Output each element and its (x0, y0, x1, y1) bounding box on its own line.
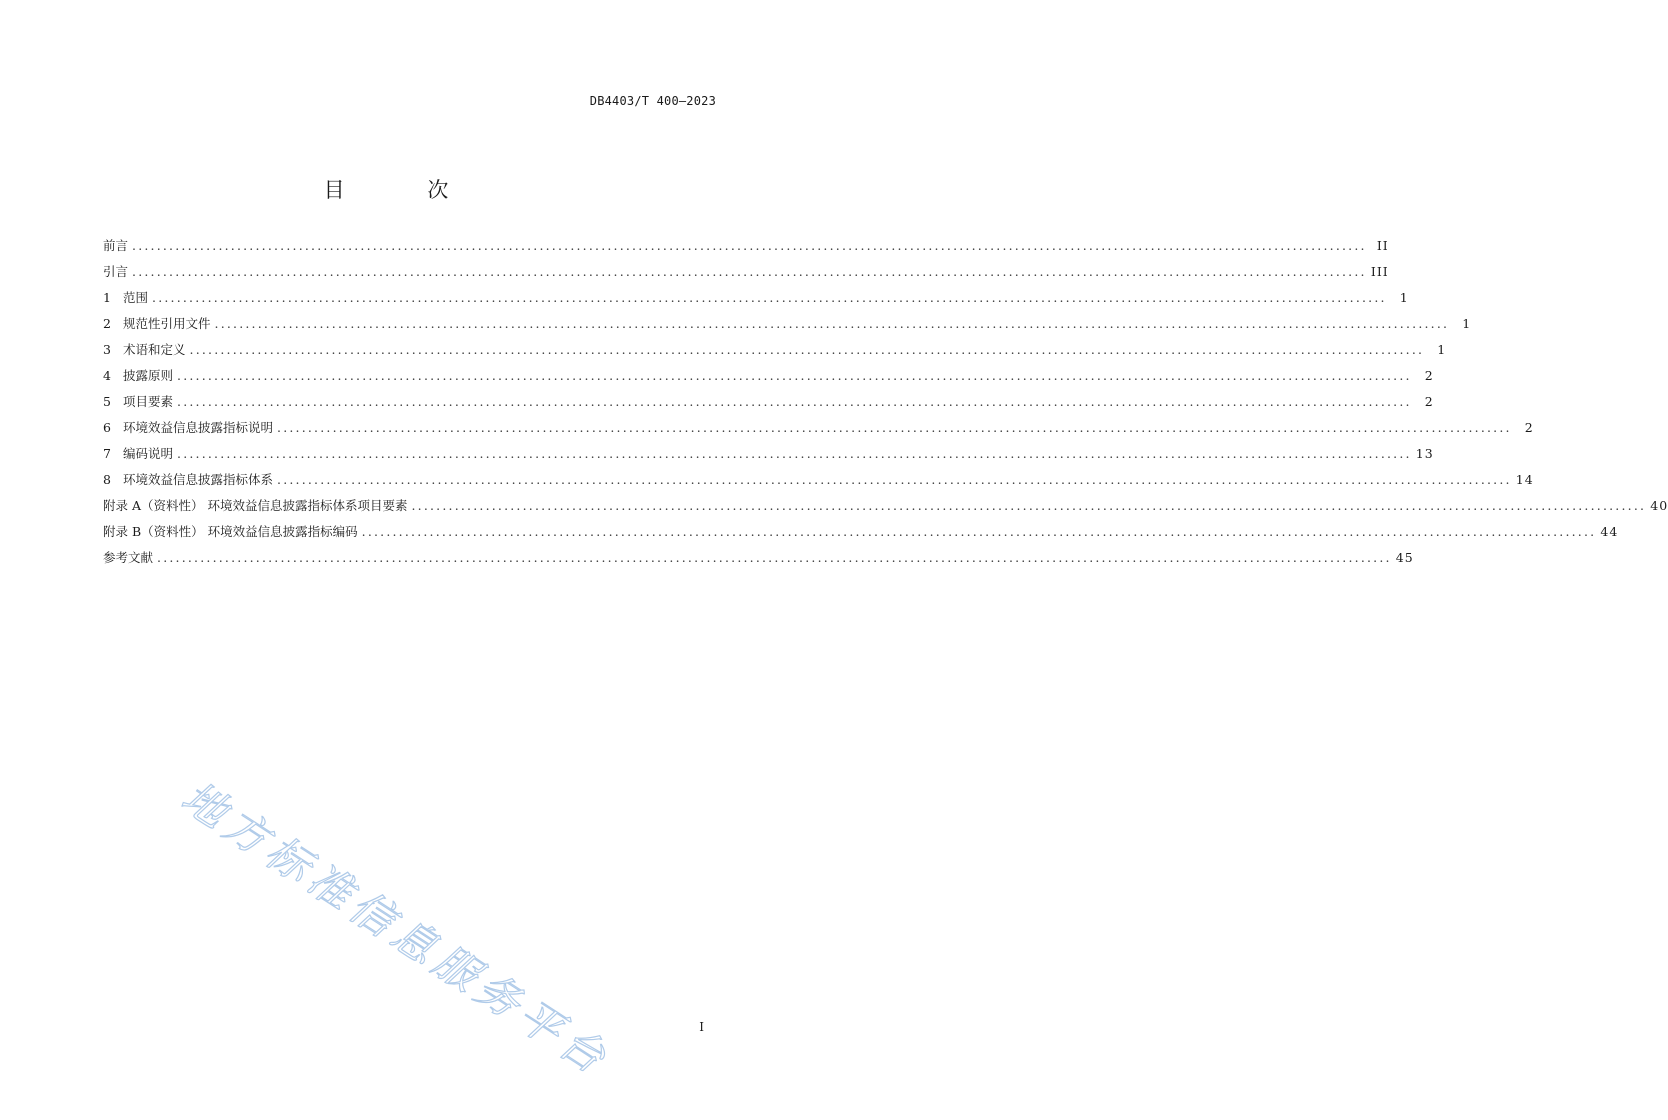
toc-number: 5 (103, 394, 111, 409)
toc-leader-dots: ........................................................................................................................................................................................................ (277, 472, 1512, 487)
toc-entry[interactable] (103, 340, 1447, 366)
toc-entry[interactable] (103, 548, 1414, 574)
toc-number: 4 (103, 368, 111, 383)
toc-page: 13 (1415, 446, 1434, 461)
toc-page: 1 (1462, 316, 1472, 331)
toc-page: 2 (1424, 394, 1434, 409)
toc-leader-dots: ........................................................................................................................................................................................................ (214, 316, 1450, 331)
page-title: 目 次 (323, 178, 487, 202)
toc-label: 术语和定义 (123, 342, 186, 357)
toc-leader-dots: ........................................................................................................................................................................................................ (132, 264, 1367, 279)
document-code: DB4403/T 400—2023 (589, 94, 716, 108)
toc-entry[interactable] (103, 392, 1434, 418)
toc-label: 项目要素 (123, 394, 174, 409)
toc-number: 6 (103, 420, 111, 435)
toc-entry[interactable] (103, 522, 1619, 548)
toc-leader-dots: ........................................................................................................................................................................................................ (157, 550, 1392, 565)
toc-page: 14 (1515, 472, 1534, 487)
toc-label: 附录 B（资料性） 环境效益信息披露指标编码 (103, 524, 358, 539)
toc-page: III (1370, 264, 1389, 279)
toc-leader-dots: ........................................................................................................................................................................................................ (177, 446, 1412, 461)
toc-number: 8 (103, 472, 111, 487)
toc-label: 参考文献 (103, 550, 154, 565)
toc-leader-dots: ........................................................................................................................................................................................................ (132, 238, 1367, 253)
toc-entry[interactable] (103, 262, 1389, 288)
toc-page: 2 (1424, 368, 1434, 383)
toc-label: 范围 (123, 290, 149, 305)
toc-page: II (1376, 238, 1389, 253)
toc-leader-dots: ........................................................................................................................................................................................................ (152, 290, 1387, 305)
toc-label: 环境效益信息披露指标体系 (123, 472, 274, 487)
toc-leader-dots: ........................................................................................................................................................................................................ (189, 342, 1425, 357)
toc-entry[interactable] (103, 236, 1389, 262)
toc-leader-dots: ........................................................................................................................................................................................................ (361, 524, 1597, 539)
toc-entry[interactable] (103, 470, 1534, 496)
toc-entry[interactable] (103, 314, 1472, 340)
toc-label: 附录 A（资料性） 环境效益信息披露指标体系项目要素 (103, 498, 408, 513)
toc-label: 前言 (103, 238, 129, 253)
table-of-contents (103, 236, 1668, 574)
toc-leader-dots: ........................................................................................................................................................................................................ (411, 498, 1647, 513)
toc-leader-dots: ........................................................................................................................................................................................................ (177, 394, 1412, 409)
toc-label: 编码说明 (123, 446, 174, 461)
toc-entry[interactable] (103, 418, 1534, 444)
toc-page: 40 (1650, 498, 1668, 513)
watermark: 地方标准信息服务平台 (172, 772, 620, 1087)
toc-page: 44 (1600, 524, 1619, 539)
toc-label: 规范性引用文件 (123, 316, 211, 331)
toc-page: 1 (1437, 342, 1447, 357)
toc-number: 3 (103, 342, 111, 357)
toc-leader-dots: ........................................................................................................................................................................................................ (177, 368, 1412, 383)
toc-entry[interactable] (103, 366, 1434, 392)
toc-page: 45 (1395, 550, 1414, 565)
toc-number: 7 (103, 446, 111, 461)
toc-page: 1 (1399, 290, 1409, 305)
page-number: I (699, 1020, 704, 1034)
toc-label: 引言 (103, 264, 129, 279)
toc-number: 1 (103, 290, 111, 305)
toc-leader-dots: ........................................................................................................................................................................................................ (277, 420, 1512, 435)
toc-entry[interactable] (103, 496, 1668, 522)
toc-number: 2 (103, 316, 111, 331)
toc-page: 2 (1524, 420, 1534, 435)
toc-label: 环境效益信息披露指标说明 (123, 420, 274, 435)
toc-entry[interactable] (103, 288, 1409, 314)
toc-label: 披露原则 (123, 368, 174, 383)
toc-entry[interactable] (103, 444, 1434, 470)
